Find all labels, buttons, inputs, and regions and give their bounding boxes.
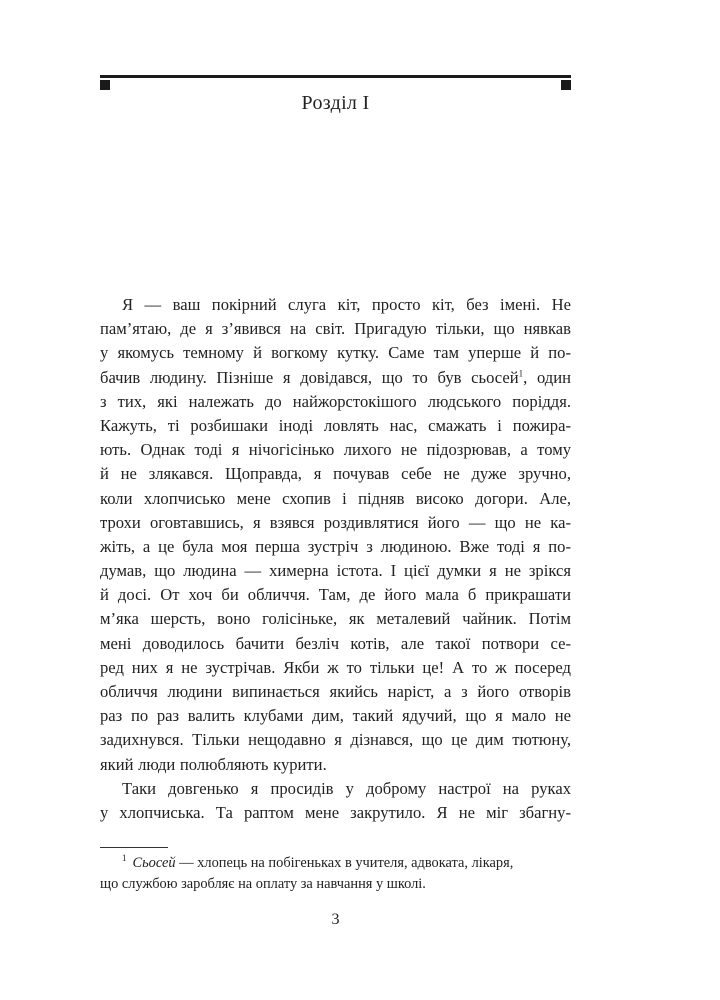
header-ornament-right — [561, 80, 571, 90]
text-line: м’яка шерсть, воно голісіньке, як металевий чайник. Потім — [100, 609, 571, 629]
footnote-number: 1 — [122, 853, 127, 864]
main-text — [100, 293, 571, 825]
text-line: у хлопчиська. Та раптом мене закрутило. Я не міг збагну- — [100, 802, 571, 822]
text-line: жіть, а це була моя перша зустріч з людиною. Вже тоді я по- — [100, 536, 571, 556]
text-line: Таки довгенько я просидів у доброму настрої на руках — [122, 778, 571, 798]
page-number: 3 — [331, 911, 340, 928]
text-line: й досі. От хоч би обличчя. Там, де його мала б прикрашати — [100, 585, 571, 605]
text-line: Я — ваш покірний слуга кіт, просто кіт, без імені. Не — [122, 295, 571, 314]
text-line: трохи оговтавшись, я взявся роздивлятися його — що не ка- — [100, 512, 571, 532]
footnote — [100, 853, 571, 895]
text-line — [100, 366, 571, 390]
footnote-line: що службою заробляє на оплату за навчання у школі. — [100, 876, 426, 892]
text-line: у якомусь темному й вогкому кутку. Саме там уперше й по- — [100, 343, 571, 363]
footnote-term: Сьосей — [132, 855, 176, 871]
text-line: ють. Однак тоді я нічогісінько лихого не підозрював, а тому — [100, 440, 571, 460]
text-line: Кажуть, ті розбишаки іноді ловлять нас, смажать і пожира- — [100, 415, 571, 435]
text-line: думав, що людина — химерна істота. І цієї думки я не зрікся — [100, 561, 571, 581]
text-segment: бачив людину. Пізніше я довідався, що то був сьосей — [100, 367, 519, 387]
footnote-text: — хлопець на побігеньках в учителя, адвоката, лікаря, — [175, 855, 514, 871]
text-line: ред них я не зустрічав. Якби ж то тільки це! А то ж посеред — [100, 657, 571, 677]
text-line: мені доводилось бачити безліч котів, але такої потвори се- — [100, 633, 571, 653]
footnote-line — [100, 853, 571, 874]
text-line: з тих, які належать до найжорстокішого людського поріддя. — [100, 391, 571, 411]
text-line: й не злякався. Щоправда, я почував себе не дуже зручно, — [100, 464, 571, 484]
text-line: раз по раз валить клубами дим, такий ядучий, що я мало не — [100, 706, 571, 726]
text-line: задихнувся. Тільки нещодавно я дізнався, що це дим тютюну, — [100, 730, 571, 750]
header-rule — [100, 75, 571, 78]
text-segment: , один — [523, 367, 571, 387]
text-line: обличчя людини випинається якийсь наріст, а з його отворів — [100, 682, 571, 701]
header-ornament-left — [100, 80, 110, 90]
footnote-marker[interactable]: 1 — [518, 368, 524, 379]
chapter-title: Розділ І — [301, 92, 370, 114]
text-line: коли хлопчисько мене схопив і підняв високо догори. Але, — [100, 488, 571, 508]
text-line: який люди полюбляють курити. — [100, 754, 327, 774]
footnote-divider — [100, 847, 168, 848]
text-line: пам’ятаю, де я з’явився на світ. Пригадую тільки, що нявкав — [100, 319, 571, 339]
